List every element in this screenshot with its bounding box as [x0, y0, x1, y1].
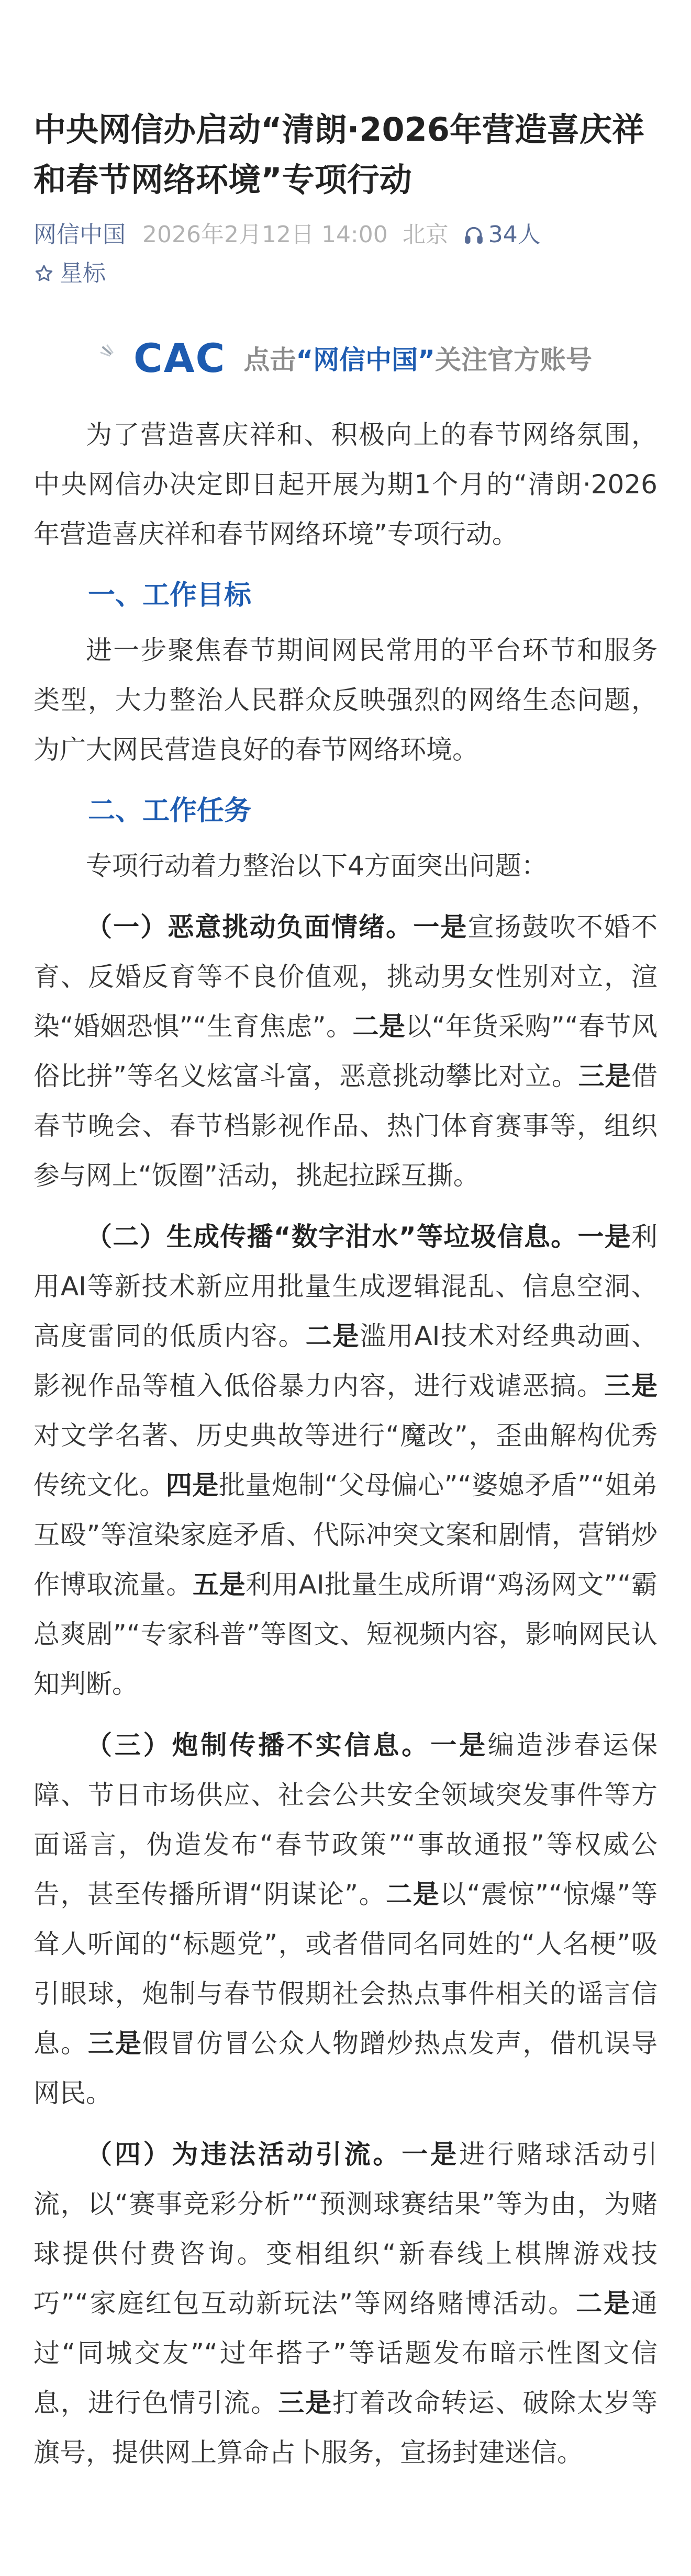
task-ordinal: 一是: [413, 912, 468, 942]
task-text: 滥用AI技术对经典动画、影视作品等植入低俗暴力内容，进行戏谑恶搞。: [34, 1321, 658, 1401]
star-icon: [34, 263, 54, 284]
task-ordinal: 五是: [193, 1569, 246, 1600]
cac-logo-text: CAC: [133, 334, 226, 381]
intro-paragraph: 为了营造喜庆祥和、积极向上的春节网络氛围，中央网信办决定即日起开展为期1个月的“清朗·2026年营造喜庆祥和春节网络环境”专项行动。: [34, 420, 657, 549]
task-text: 利用AI等新技术新应用批量生成逻辑混乱、信息空洞、高度雷同的低质内容。: [34, 1222, 658, 1351]
star-label: 星标: [60, 260, 106, 287]
task-text: 通过“同城交友”“过年搭子”等话题发布暗示性图文信息，进行色情引流。: [34, 2288, 657, 2418]
task-ordinal: 三是: [604, 1371, 658, 1401]
article-body: [34, 410, 657, 2478]
task-paragraph: [34, 2130, 657, 2478]
task-text: 打着改命转运、破除太岁等旗号，提供网上算命占卜服务，宣扬封建迷信。: [34, 2388, 658, 2468]
task-text: 借春节晚会、春节档影视作品、热门体育赛事等，组织参与网上“饭圈”活动，挑起拉踩互撕。: [34, 1061, 658, 1191]
task-ordinal: 二是: [386, 1879, 440, 1910]
star-button[interactable]: [34, 257, 657, 290]
banner-prefix: 点击: [243, 345, 296, 375]
task-ordinal: 一是: [577, 1222, 632, 1252]
task-text: 以“年货采购”“春节风俗比拼”等名义炫富斗富，恶意挑动攀比对立。: [34, 1011, 657, 1091]
article-source-link[interactable]: 网信中国: [34, 221, 126, 248]
follow-banner[interactable]: [34, 326, 657, 389]
follow-banner-text: [243, 339, 592, 377]
task-ordinal: 一是: [430, 1730, 488, 1760]
section-heading: 二、工作任务: [88, 795, 252, 827]
task-ordinal: 二是: [352, 1011, 406, 1042]
task-paragraph: [34, 1721, 657, 2118]
cac-logo-mark-icon: [99, 342, 130, 374]
task-text: 批量炮制“父母偏心”“婆媳矛盾”“姐弟互殴”等渲染家庭矛盾、代际冲突文案和剧情，营销炒作博取流量。: [34, 1470, 658, 1600]
task-title: （二）生成传播“数字泔水”等垃圾信息。: [86, 1222, 578, 1252]
section-paragraph: 进一步聚焦春节期间网民常用的平台环节和服务类型，大力整治人民群众反映强烈的网络生态问题，为广大网民营造良好的春节网络环境。: [34, 635, 657, 765]
cac-logo: [99, 335, 226, 381]
article-title: 中央网信办启动“清朗·2026年营造喜庆祥和春节网络环境”专项行动: [34, 110, 644, 199]
task-ordinal: 二是: [305, 1321, 360, 1351]
task-text: 编造涉春运保障、节日市场供应、社会公共安全领域突发事件等方面谣言，伪造发布“春节政策”“事故通报”等权威公告，甚至传播所谓“阴谋论”。: [34, 1730, 658, 1910]
task-paragraph: [34, 902, 657, 1201]
task-ordinal: 三是: [578, 1061, 632, 1091]
task-ordinal: 三是: [87, 2028, 142, 2059]
task-text: 宣扬鼓吹不婚不育、反婚反育等不良价值观，挑动男女性别对立，渲染“婚姻恐惧”“生育焦虑”。: [34, 912, 658, 1042]
publish-location: 北京: [402, 221, 449, 248]
task-paragraph: [34, 1212, 657, 1709]
section-paragraph: 专项行动着力整治以下4方面突出问题：: [86, 851, 548, 881]
task-text: 假冒仿冒公众人物蹭炒热点发声，借机误导网民。: [34, 2028, 658, 2108]
task-title: （四）为违法活动引流。: [86, 2139, 402, 2170]
task-text: 进行赌球活动引流，以“赛事竞彩分析”“预测球赛结果”等为由，为赌球提供付费咨询。变相组织“新春线上棋牌游戏技巧”“家庭红包互动新玩法”等网络赌博活动。: [34, 2139, 658, 2319]
task-text: 利用AI批量生成所谓“鸡汤网文”“霸总爽剧”“专家科普”等图文、短视频内容，影响网民认知判断。: [34, 1569, 658, 1699]
listener-count: 34人: [488, 221, 541, 248]
listen-button[interactable]: [463, 219, 541, 251]
banner-suffix: 关注官方账号: [435, 345, 593, 375]
task-text: 以“震惊”“惊爆”等耸人听闻的“标题党”，或者借同名同姓的“人名梗”吸引眼球，炮制与春节假期社会热点事件相关的谣言信息。: [34, 1879, 657, 2059]
task-ordinal: 二是: [576, 2288, 631, 2319]
publish-date: 2026年2月12日 14:00: [142, 221, 388, 248]
headphones-icon: [463, 224, 484, 245]
banner-highlight: “网信中国”: [296, 345, 436, 375]
section-heading: 一、工作目标: [88, 580, 252, 611]
task-text: 对文学名著、历史典故等进行“魔改”，歪曲解构优秀传统文化。: [34, 1420, 657, 1500]
task-ordinal: 一是: [402, 2139, 459, 2170]
task-title: （一）恶意挑动负面情绪。: [86, 912, 414, 942]
article-meta: [34, 219, 657, 251]
task-title: （三）炮制传播不实信息。: [86, 1730, 431, 1760]
task-ordinal: 三是: [278, 2388, 333, 2418]
task-ordinal: 四是: [165, 1470, 219, 1500]
